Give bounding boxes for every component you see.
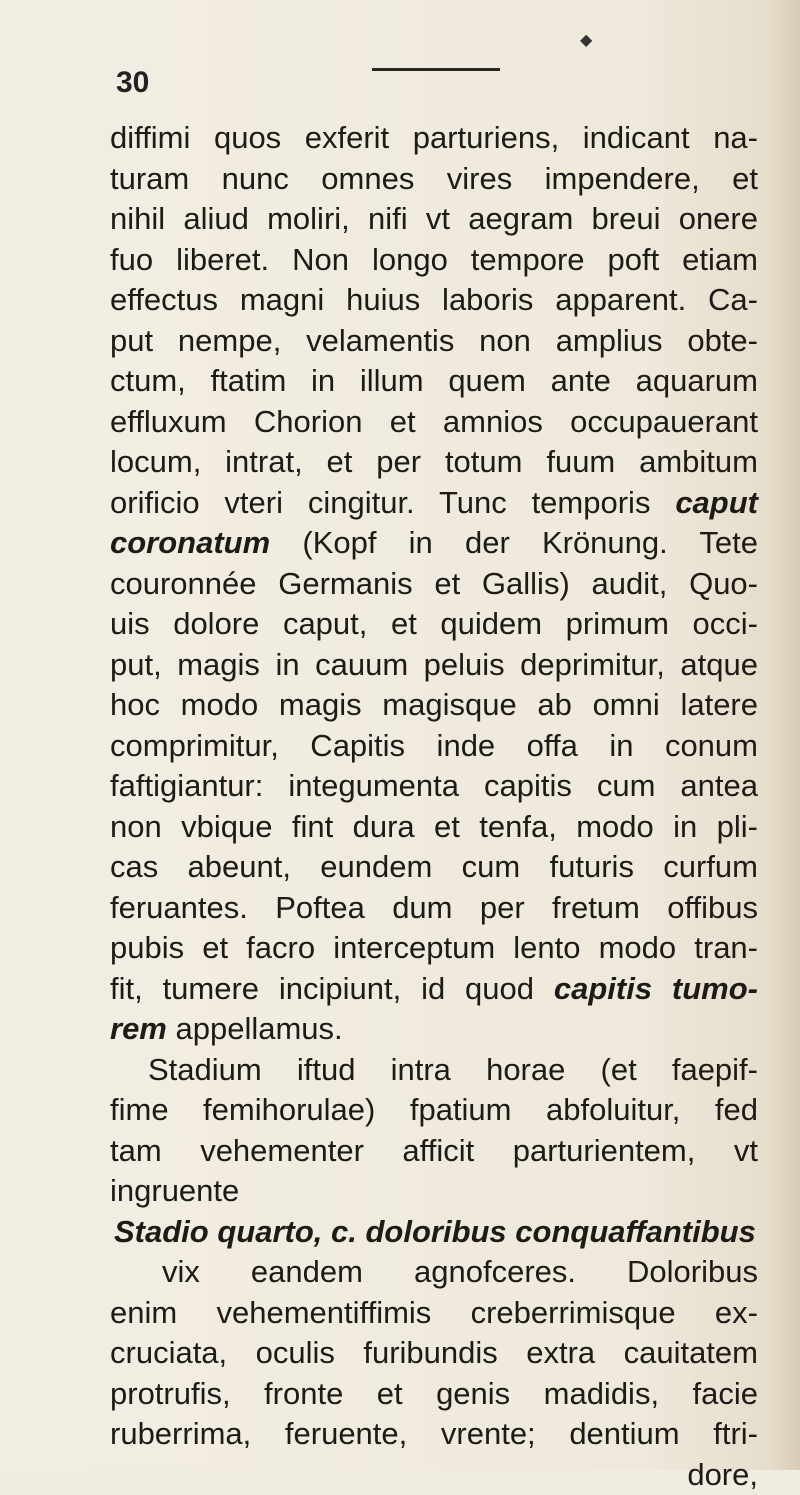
text-line: Stadium iftud intra horae (et faepif- — [110, 1050, 758, 1091]
text-line: cruciata, oculis furibundis extra cauitatem — [110, 1333, 758, 1374]
text-line: pubis et facro interceptum lento modo tran- — [110, 928, 758, 969]
page-number: 30 — [116, 66, 149, 100]
italic-term: capitis tumo- — [554, 971, 758, 1006]
text-line: effectus magni huius laboris apparent. Ca- — [110, 280, 758, 321]
text-fragment: fit, tumere incipiunt, id quod — [110, 971, 534, 1006]
text-line: locum, intrat, et per totum fuum ambitum — [110, 442, 758, 483]
italic-term: caput — [675, 485, 758, 520]
text-line: cas abeunt, eundem cum futuris curfum — [110, 847, 758, 888]
text-line — [110, 1009, 758, 1050]
text-line: fime femihorulae) fpatium abfoluitur, fed — [110, 1090, 758, 1131]
text-line: non vbique fint dura et tenfa, modo in pli- — [110, 807, 758, 848]
text-line: feruantes. Poftea dum per fretum offibus — [110, 888, 758, 929]
ornament-mark: ◆ — [580, 30, 592, 49]
text-line: vix eandem agnofceres. Doloribus — [110, 1252, 758, 1293]
text-fragment: orificio vteri cingitur. Tunc temporis — [110, 485, 650, 520]
text-fragment: appellamus. — [176, 1011, 343, 1046]
text-line: ingruente — [110, 1171, 758, 1212]
text-line: ruberrima, feruente, vrente; dentium ftri- — [110, 1414, 758, 1455]
catchword: dore, — [110, 1455, 758, 1495]
text-line: put nempe, velamentis non amplius obte- — [110, 321, 758, 362]
text-line: diffimi quos exferit parturiens, indicant na- — [110, 118, 758, 159]
italic-term: coronatum — [110, 525, 270, 560]
section-heading: Stadio quarto, c. doloribus conquaffantibus — [110, 1212, 758, 1253]
text-line: ctum, ftatim in illum quem ante aquarum — [110, 361, 758, 402]
text-line: uis dolore caput, et quidem primum occi- — [110, 604, 758, 645]
text-line: protrufis, fronte et genis madidis, facie — [110, 1374, 758, 1415]
text-line: hoc modo magis magisque ab omni latere — [110, 685, 758, 726]
text-line: enim vehementiffimis creberrimisque ex- — [110, 1293, 758, 1334]
text-line: put, magis in cauum peluis deprimitur, atque — [110, 645, 758, 686]
text-line: fuo liberet. Non longo tempore poft etiam — [110, 240, 758, 281]
text-line — [110, 483, 758, 524]
text-line: couronnée Germanis et Gallis) audit, Quo- — [110, 564, 758, 605]
text-line: nihil aliud moliri, nifi vt aegram breui onere — [110, 199, 758, 240]
text-line: turam nunc omnes vires impendere, et — [110, 159, 758, 200]
text-line: comprimitur, Capitis inde offa in conum — [110, 726, 758, 767]
text-fragment: (Kopf in der Krönung. Tete — [302, 525, 758, 560]
text-line — [110, 969, 758, 1010]
body-text — [110, 118, 758, 1495]
text-line — [110, 523, 758, 564]
italic-term: rem — [110, 1011, 167, 1046]
text-line: effluxum Chorion et amnios occupauerant — [110, 402, 758, 443]
text-line: tam vehementer afficit parturientem, vt — [110, 1131, 758, 1172]
text-line: faftigiantur: integumenta capitis cum antea — [110, 766, 758, 807]
header-rule — [372, 68, 500, 71]
